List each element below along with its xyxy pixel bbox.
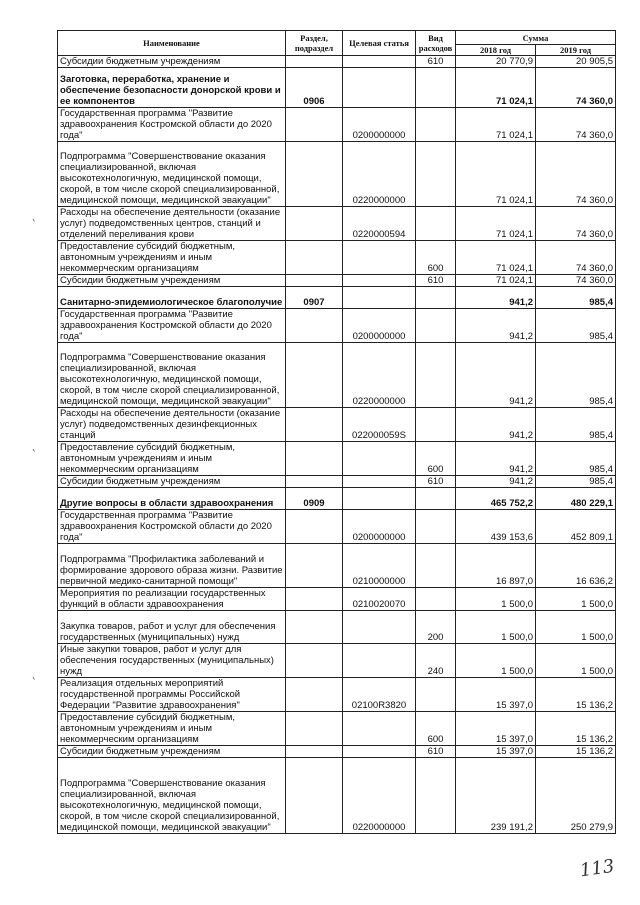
cell-cs xyxy=(343,56,416,68)
table-row xyxy=(58,588,616,611)
cell-razdel xyxy=(286,588,343,611)
cell-cs: 0220000000 xyxy=(343,343,416,408)
cell-y2019: 985,4 xyxy=(536,287,616,309)
cell-vr xyxy=(416,588,456,611)
cell-razdel xyxy=(286,510,343,544)
scan-mark xyxy=(33,217,38,222)
cell-name: Субсидии бюджетным учреждениям xyxy=(58,275,286,287)
cell-vr xyxy=(416,287,456,309)
table-row xyxy=(58,488,616,510)
table-row xyxy=(58,287,616,309)
cell-y2019: 985,4 xyxy=(536,408,616,442)
cell-name: Государственная программа "Развитие здравоохранения Костромской области до 2020 года" xyxy=(58,309,286,343)
cell-y2018: 15 397,0 xyxy=(456,712,536,746)
cell-name: Предоставление субсидий бюджетным, автономным учреждениям и иным некоммерческим организациям xyxy=(58,712,286,746)
cell-cs xyxy=(343,241,416,275)
cell-vr xyxy=(416,758,456,834)
table-row xyxy=(58,611,616,644)
cell-cs xyxy=(343,275,416,287)
cell-y2019: 250 279,9 xyxy=(536,758,616,834)
cell-razdel xyxy=(286,544,343,588)
cell-vr: 610 xyxy=(416,275,456,287)
cell-y2018: 941,2 xyxy=(456,287,536,309)
cell-vr xyxy=(416,488,456,510)
cell-vr: 600 xyxy=(416,241,456,275)
budget-table xyxy=(57,30,616,834)
cell-vr: 600 xyxy=(416,712,456,746)
cell-vr: 610 xyxy=(416,56,456,68)
table-row xyxy=(58,476,616,488)
cell-razdel xyxy=(286,275,343,287)
cell-y2019: 74 360,0 xyxy=(536,275,616,287)
table-row xyxy=(58,207,616,241)
table-row xyxy=(58,678,616,712)
cell-cs: 02100R3820 xyxy=(343,678,416,712)
cell-y2019: 74 360,0 xyxy=(536,241,616,275)
cell-name: Субсидии бюджетным учреждениям xyxy=(58,476,286,488)
cell-cs xyxy=(343,611,416,644)
table-row xyxy=(58,343,616,408)
table-row xyxy=(58,108,616,142)
cell-razdel xyxy=(286,408,343,442)
cell-y2018: 15 397,0 xyxy=(456,746,536,758)
cell-cs xyxy=(343,488,416,510)
cell-y2019: 74 360,0 xyxy=(536,207,616,241)
cell-cs: 0220000594 xyxy=(343,207,416,241)
cell-y2018: 1 500,0 xyxy=(456,611,536,644)
header-sum: Сумма xyxy=(456,31,616,45)
cell-cs: 0220000000 xyxy=(343,758,416,834)
cell-name: Подпрограмма "Совершенствование оказания специализированной, включая высокотехнологичную, медицинской помощи, скорой, в том числе скорой специализированной, медицинской помощи, медицинской эвакуации" xyxy=(58,343,286,408)
cell-y2019: 985,4 xyxy=(536,442,616,476)
cell-y2019: 15 136,2 xyxy=(536,678,616,712)
cell-name: Санитарно-эпидемиологическое благополучие xyxy=(58,287,286,309)
cell-vr: 610 xyxy=(416,476,456,488)
cell-y2018: 1 500,0 xyxy=(456,588,536,611)
cell-y2018: 465 752,2 xyxy=(456,488,536,510)
cell-razdel xyxy=(286,758,343,834)
cell-razdel: 0909 xyxy=(286,488,343,510)
header-target: Целевая статья xyxy=(343,31,416,56)
table-row xyxy=(58,142,616,207)
cell-y2018: 71 024,1 xyxy=(456,241,536,275)
cell-vr: 240 xyxy=(416,644,456,678)
cell-y2019: 15 136,2 xyxy=(536,712,616,746)
cell-y2018: 20 770,9 xyxy=(456,56,536,68)
cell-name: Расходы на обеспечение деятельности (оказание услуг) подведомственных дезинфекционных станций xyxy=(58,408,286,442)
cell-name: Расходы на обеспечение деятельности (оказание услуг) подведомственных центров, станций и отделений переливания крови xyxy=(58,207,286,241)
cell-name: Закупка товаров, работ и услуг для обеспечения государственных (муниципальных) нужд xyxy=(58,611,286,644)
cell-cs: 0210000000 xyxy=(343,544,416,588)
cell-y2018: 71 024,1 xyxy=(456,275,536,287)
table-row xyxy=(58,712,616,746)
cell-y2019: 74 360,0 xyxy=(536,142,616,207)
cell-name: Реализация отдельных мероприятий государственной программы Российской Федерации "Развитие здравоохранения" xyxy=(58,678,286,712)
cell-vr xyxy=(416,309,456,343)
cell-y2018: 16 897,0 xyxy=(456,544,536,588)
cell-y2019: 985,4 xyxy=(536,309,616,343)
table-row xyxy=(58,746,616,758)
cell-cs: 0220000000 xyxy=(343,142,416,207)
cell-y2018: 941,2 xyxy=(456,309,536,343)
cell-vr xyxy=(416,343,456,408)
cell-y2019: 15 136,2 xyxy=(536,746,616,758)
cell-vr xyxy=(416,108,456,142)
cell-vr xyxy=(416,207,456,241)
cell-y2019: 74 360,0 xyxy=(536,68,616,108)
cell-name: Предоставление субсидий бюджетным, автономным учреждениям и иным некоммерческим организациям xyxy=(58,241,286,275)
cell-razdel xyxy=(286,644,343,678)
cell-vr xyxy=(416,510,456,544)
cell-name: Подпрограмма "Совершенствование оказания специализированной, включая высокотехнологичную, медицинской помощи, скорой, в том числе скорой специализированной, медицинской помощи, медицинской эвакуации" xyxy=(58,758,286,834)
table-row xyxy=(58,68,616,108)
scan-mark xyxy=(33,675,38,680)
cell-y2018: 941,2 xyxy=(456,476,536,488)
header-year-2019: 2019 год xyxy=(536,45,616,56)
cell-name: Субсидии бюджетным учреждениям xyxy=(58,746,286,758)
cell-name: Мероприятия по реализации государственных функций в области здравоохранения xyxy=(58,588,286,611)
cell-vr xyxy=(416,544,456,588)
cell-cs: 0210020070 xyxy=(343,588,416,611)
table-row xyxy=(58,408,616,442)
cell-vr xyxy=(416,142,456,207)
cell-cs xyxy=(343,287,416,309)
cell-y2019: 480 229,1 xyxy=(536,488,616,510)
cell-name: Государственная программа "Развитие здравоохранения Костромской области до 2020 года" xyxy=(58,108,286,142)
header-year-2018: 2018 год xyxy=(456,45,536,56)
cell-cs: 0200000000 xyxy=(343,108,416,142)
cell-y2018: 239 191,2 xyxy=(456,758,536,834)
cell-cs xyxy=(343,712,416,746)
cell-name: Подпрограмма "Профилактика заболеваний и формирование здорового образа жизни. Развитие первичной медико-санитарной помощи" xyxy=(58,544,286,588)
cell-name: Государственная программа "Развитие здравоохранения Костромской области до 2020 года" xyxy=(58,510,286,544)
header-type: Вид расходов xyxy=(416,31,456,56)
cell-cs xyxy=(343,442,416,476)
cell-cs: 0200000000 xyxy=(343,309,416,343)
cell-y2019: 16 636,2 xyxy=(536,544,616,588)
cell-name: Субсидии бюджетным учреждениям xyxy=(58,56,286,68)
table-row xyxy=(58,510,616,544)
cell-y2018: 941,2 xyxy=(456,408,536,442)
cell-y2019: 74 360,0 xyxy=(536,108,616,142)
cell-vr: 610 xyxy=(416,746,456,758)
cell-name: Другие вопросы в области здравоохранения xyxy=(58,488,286,510)
cell-y2019: 452 809,1 xyxy=(536,510,616,544)
cell-cs xyxy=(343,746,416,758)
cell-y2018: 71 024,1 xyxy=(456,142,536,207)
header-section: Раздел, подраздел xyxy=(286,31,343,56)
cell-y2018: 15 397,0 xyxy=(456,678,536,712)
cell-vr xyxy=(416,68,456,108)
cell-razdel xyxy=(286,712,343,746)
cell-name: Предоставление субсидий бюджетным, автономным учреждениям и иным некоммерческим организациям xyxy=(58,442,286,476)
cell-y2019: 1 500,0 xyxy=(536,588,616,611)
cell-vr: 600 xyxy=(416,442,456,476)
cell-razdel: 0907 xyxy=(286,287,343,309)
cell-razdel xyxy=(286,207,343,241)
cell-razdel xyxy=(286,476,343,488)
budget-table-sheet xyxy=(57,30,615,834)
cell-y2018: 439 153,6 xyxy=(456,510,536,544)
cell-razdel xyxy=(286,142,343,207)
cell-y2018: 941,2 xyxy=(456,343,536,408)
cell-y2018: 71 024,1 xyxy=(456,207,536,241)
cell-y2018: 941,2 xyxy=(456,442,536,476)
cell-razdel xyxy=(286,746,343,758)
cell-y2019: 1 500,0 xyxy=(536,644,616,678)
table-row xyxy=(58,241,616,275)
cell-y2019: 20 905,5 xyxy=(536,56,616,68)
cell-vr: 200 xyxy=(416,611,456,644)
cell-cs xyxy=(343,644,416,678)
cell-vr xyxy=(416,678,456,712)
table-row xyxy=(58,442,616,476)
table-row xyxy=(58,309,616,343)
cell-razdel xyxy=(286,108,343,142)
cell-y2019: 1 500,0 xyxy=(536,611,616,644)
cell-razdel xyxy=(286,611,343,644)
cell-cs: 022000059S xyxy=(343,408,416,442)
cell-y2018: 71 024,1 xyxy=(456,108,536,142)
table-row xyxy=(58,275,616,287)
cell-razdel xyxy=(286,309,343,343)
cell-y2018: 1 500,0 xyxy=(456,644,536,678)
cell-y2019: 985,4 xyxy=(536,476,616,488)
cell-y2019: 985,4 xyxy=(536,343,616,408)
cell-razdel xyxy=(286,442,343,476)
cell-razdel xyxy=(286,678,343,712)
cell-razdel xyxy=(286,343,343,408)
cell-razdel xyxy=(286,56,343,68)
table-row xyxy=(58,644,616,678)
scan-mark xyxy=(33,447,38,452)
cell-razdel: 0906 xyxy=(286,68,343,108)
cell-name: Иные закупки товаров, работ и услуг для обеспечения государственных (муниципальных) нужд xyxy=(58,644,286,678)
cell-vr xyxy=(416,408,456,442)
page-number: 113 xyxy=(578,855,616,882)
cell-name: Подпрограмма "Совершенствование оказания специализированной, включая высокотехнологичную, медицинской помощи, скорой, в том числе скорой специализированной, медицинской помощи, медицинской эвакуации" xyxy=(58,142,286,207)
cell-razdel xyxy=(286,241,343,275)
table-row xyxy=(58,758,616,834)
table-row xyxy=(58,544,616,588)
table-row xyxy=(58,56,616,68)
cell-y2018: 71 024,1 xyxy=(456,68,536,108)
header-name: Наименование xyxy=(58,31,286,56)
cell-cs xyxy=(343,68,416,108)
cell-name: Заготовка, переработка, хранение и обеспечение безопасности донорской крови и ее компонентов xyxy=(58,68,286,108)
cell-cs: 0200000000 xyxy=(343,510,416,544)
cell-cs xyxy=(343,476,416,488)
